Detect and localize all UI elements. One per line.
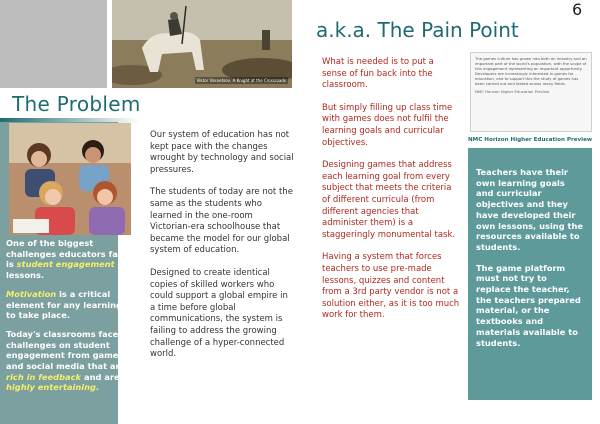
painting-caption: Viktor Vasnetsov, A Knight at the Crossroads bbox=[196, 78, 286, 83]
students-illustration bbox=[9, 123, 131, 235]
problem-text: in lessons. bbox=[6, 259, 127, 281]
teachers-paragraph-1: Teachers have their own learning goals and curricular objectives and they have developed their own lessons, using the resources available to students. bbox=[476, 167, 584, 252]
grey-corner-block bbox=[0, 0, 107, 88]
middle-paragraph-2: The students of today are not the same as the students who learned in the one-room Victorian-era schoolhouse that became the model for our global system of education. bbox=[150, 187, 293, 256]
highlight-text: student engagement bbox=[16, 259, 115, 270]
highlight-text: rich in feedback bbox=[6, 371, 82, 382]
pain-paragraph-2: But simply filling up class time with games does not fulfil the learning goals and curricular objectives. bbox=[322, 102, 453, 148]
problem-paragraph-3 bbox=[6, 329, 130, 393]
quote-caption: NMC Horizon Higher Education Preview bbox=[468, 137, 593, 143]
pain-point-heading: a.k.a. The Pain Point bbox=[316, 18, 519, 42]
quote-text: The games culture has grown into both an industry and an important part of the world's population, with the scope of this engagement representing an important opportunity. Developers are increasingly interested in games for education, and to support this the study of games has been carried out and tested across many fields. bbox=[475, 56, 587, 86]
pain-paragraph-1: What is needed is to put a sense of fun back into the classroom. bbox=[322, 57, 434, 91]
pain-point-text bbox=[322, 57, 460, 333]
quote-box bbox=[470, 52, 592, 132]
pain-paragraph-3: Designing games that address each learning goal from every subject that meets the criteria of different curricula (from different agencies that administer them) is a staggeringly monumental task. bbox=[322, 160, 456, 240]
teachers-text bbox=[476, 167, 584, 358]
problem-paragraph-2 bbox=[6, 289, 130, 321]
problem-heading: The Problem bbox=[12, 92, 141, 116]
problem-text: and are bbox=[81, 371, 120, 382]
middle-paragraph-1: Our system of education has not kept pace with the changes wrought by technology and social pressures. bbox=[150, 130, 294, 175]
pain-paragraph-4: Having a system that forces teachers to use pre-made lessons, quizzes and content from a 3rd party vendor is not a solution either, as it is too much work for them. bbox=[322, 252, 460, 321]
highlight-text: highly entertaining. bbox=[6, 382, 100, 393]
teachers-paragraph-2: The game platform must not try to replace the teacher, the teachers prepared material, or the textbooks and materials available to students. bbox=[476, 262, 581, 348]
problem-text: One of the biggest challenges educators face is bbox=[6, 238, 129, 270]
problem-summary bbox=[6, 238, 130, 401]
problem-text: Today's classrooms face challenges on student engagement from games and social media that are bbox=[6, 328, 126, 372]
problem-paragraph-1 bbox=[6, 238, 130, 281]
painting-illustration bbox=[112, 0, 292, 88]
middle-paragraph-3: Designed to create identical copies of skilled workers who could support a global empire in a time before global communications, the system is failing to address the growing challenge of a hyper-connected world. bbox=[150, 267, 288, 360]
problem-text: is a critical element for any learning to take place. bbox=[6, 288, 122, 321]
page-number: 6 bbox=[572, 0, 583, 19]
knight-painting-image bbox=[112, 0, 292, 88]
quote-source: NMC Horizon Higher Education Preview bbox=[475, 89, 550, 94]
highlight-text: Motivation bbox=[6, 288, 57, 299]
education-system-text bbox=[150, 130, 295, 372]
students-photo-image bbox=[9, 123, 131, 235]
